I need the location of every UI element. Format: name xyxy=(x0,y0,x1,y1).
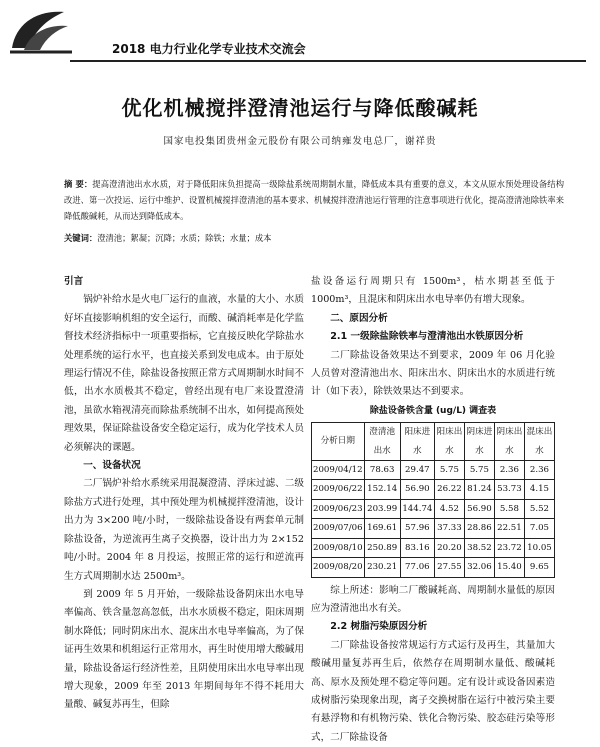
paragraph-equipment-1: 二厂锅炉补给水系统采用混凝澄清、浮床过滤、二级除盐方式进行处理，其中预处理为机械搅拌澄清池，设计出力为 3×200 吨/小时，一级除盐设备设有两套单元制除盐设备，为逆流再生离子交换器，设计出力为 2×152 吨/小时。2004 年 8 月投运，按照正常的运行和逆流再生方式周期制水达 2500m³。 xyxy=(64,478,304,582)
table-cell: 5.75 xyxy=(464,461,494,480)
table-cell: 78.63 xyxy=(364,461,400,480)
table-cell: 28.86 xyxy=(464,519,494,538)
table-cell: 15.40 xyxy=(494,558,524,577)
table-cell: 22.51 xyxy=(494,519,524,538)
table-cell: 2009/08/20 xyxy=(312,558,365,577)
table-cell: 7.05 xyxy=(524,519,554,538)
table-row xyxy=(312,499,555,518)
heading-cause-analysis: 二、原因分析 xyxy=(330,312,388,324)
table-caption: 除盐设备铁含量 (ug/L) 调查表 xyxy=(369,405,497,416)
table-cell: 2009/08/10 xyxy=(312,538,365,557)
header-rule xyxy=(70,60,586,62)
table-cell: 56.90 xyxy=(464,499,494,518)
table-cell: 23.72 xyxy=(494,538,524,557)
table-cell: 77.06 xyxy=(400,558,434,577)
paragraph-2-2: 二厂除盐设备按常规运行方式运行及再生，其量加大酸碱用量复苏再生后，依然存在周期制水量低、酸碱耗高、原水及预处理不稳定等问题。定有设计或设备因素造成树脂污染现象出现，离子交换树脂在运行中被污染主要有悬浮物和有机物污染、铁化合物污染、胶态硅污染等形式，二厂除盐设备 xyxy=(311,639,555,743)
table-cell: 169.61 xyxy=(364,519,400,538)
table-cell: 27.55 xyxy=(434,558,464,577)
keywords xyxy=(64,232,564,244)
paragraph-summary: 综上所述：影响二厂酸碱耗高、周期制水量低的原因应为澄清池出水有关。 xyxy=(311,584,555,614)
table-row xyxy=(312,461,555,480)
keywords-text: 澄清池；絮凝；沉降；水质；除铁；水量；成本 xyxy=(97,233,272,243)
table-cell: 38.52 xyxy=(464,538,494,557)
table-cell: 53.73 xyxy=(494,480,524,499)
table-header-cell: 阴床进水 xyxy=(464,423,494,461)
paragraph-continued: 盐设备运行周期只有 1500m³，枯水期甚至低于 1000m³，且混床和阴床出水电导率仍有增大现象。 xyxy=(311,276,555,306)
paragraph-intro: 锅炉补给水是火电厂运行的血液，水量的大小、水质好坏直接影响机组的安全运行，而酸、碱消耗率是化学监督技术经济指标中一项重要指标，它直接反映化学除盐水处理系统的运行水平，也直接关系到发电成本。由于原处理运行情况不佳，除盐设备按照正常方式周期制水时间不低，出水水质极其不稳定，曾经出现有电厂来设置澄清池，虽欲水箱视清亮而除盐系统制不出水，如何提高预处理效果，保证除盐设备安全稳定运行，成为化学技术人员必须解决的课题。 xyxy=(64,294,304,453)
heading-2-2: 2.2 树脂污染原因分析 xyxy=(330,621,428,633)
table-cell: 5.58 xyxy=(494,499,524,518)
table-header-cell: 阳床出水 xyxy=(434,423,464,461)
table-cell: 9.65 xyxy=(524,558,554,577)
table-cell: 10.05 xyxy=(524,538,554,557)
table-cell: 144.74 xyxy=(400,499,434,518)
abstract-label: 摘 要： xyxy=(64,179,93,189)
table-cell: 203.99 xyxy=(364,499,400,518)
table-cell: 20.20 xyxy=(434,538,464,557)
table-cell: 5.52 xyxy=(524,499,554,518)
table-cell: 2009/07/06 xyxy=(312,519,365,538)
table-cell: 37.33 xyxy=(434,519,464,538)
table-cell: 2009/06/23 xyxy=(312,499,365,518)
table-header-cell: 分析日期 xyxy=(312,423,365,461)
table-row xyxy=(312,558,555,577)
table-cell: 26.22 xyxy=(434,480,464,499)
table-row xyxy=(312,538,555,557)
keywords-label: 关键词： xyxy=(64,233,98,243)
heading-equipment-status: 一、设备状况 xyxy=(83,460,141,472)
abstract xyxy=(64,176,564,224)
table-cell: 56.90 xyxy=(400,480,434,499)
table-row xyxy=(312,480,555,499)
table-row xyxy=(312,519,555,538)
table-cell: 4.52 xyxy=(434,499,464,518)
heading-2-1: 2.1 一级除盐除铁率与澄清池出水铁原因分析 xyxy=(330,331,524,343)
paper-title: 优化机械搅拌澄清池运行与降低酸碱耗 xyxy=(121,96,479,120)
abstract-text: 提高澄清池出水水质，对于降低阳床负担提高一级除盐系统周期制水量，降低成本具有重要的意义，本文从原水预处理设备结构改进、第一次投运、运行中维护、设置机械搅拌澄清池的基本要求、机械搅拌澄清池运行管理的注意事项进行优化，提高澄清池除铁率来降低酸碱耗，从而达到降低成本。 xyxy=(64,179,564,221)
left-column xyxy=(64,273,304,715)
table-cell: 2.36 xyxy=(494,461,524,480)
table-cell: 83.16 xyxy=(400,538,434,557)
table-cell: 5.75 xyxy=(434,461,464,480)
iron-content-table xyxy=(311,422,555,577)
conference-logo-icon xyxy=(6,4,76,56)
table-header-cell: 澄清池出水 xyxy=(364,423,400,461)
table-cell: 81.24 xyxy=(464,480,494,499)
table-cell: 32.06 xyxy=(464,558,494,577)
table-cell: 230.21 xyxy=(364,558,400,577)
table-cell: 4.15 xyxy=(524,480,554,499)
table-cell: 250.89 xyxy=(364,538,400,557)
table-cell: 2009/06/22 xyxy=(312,480,365,499)
table-header-cell: 阳床进水 xyxy=(400,423,434,461)
author-affiliation: 国家电投集团贵州金元股份有限公司纳雍发电总厂，谢祥贵 xyxy=(163,136,437,147)
table-cell: 2009/04/12 xyxy=(312,461,365,480)
paragraph-equipment-2: 到 2009 年 5 月开始，一级除盐设备阴床出水电导率偏高、铁含量忽高忽低，出水水质极不稳定，阳床周期制水降低；同时阴床出水、混床出水电导率偏高，为了保证再生效果和机组运行正常用水，再生时使用增大酸碱用量，除盐设备运行经济性差，且阴使用床出水电导率出现增大现象，2009 年至 2013 年期间每年不得不耗用大量酸、碱复苏再生，但除 xyxy=(64,588,304,711)
paragraph-2-1: 二厂除盐设备效果达不到要求，2009 年 06 月化验人员曾对澄清池出水、阳床出水、阴床出水的水质进行统计（如下表），除铁效果达不到要求。 xyxy=(311,349,555,398)
heading-intro: 引言 xyxy=(64,276,84,287)
table-cell: 57.96 xyxy=(400,519,434,538)
table-header-row xyxy=(312,423,555,461)
table-header-cell: 阴床出水 xyxy=(494,423,524,461)
right-column xyxy=(311,273,555,747)
table-cell: 152.14 xyxy=(364,480,400,499)
conference-header: 2018 电力行业化学专业技术交流会 xyxy=(112,42,306,56)
table-cell: 29.47 xyxy=(400,461,434,480)
table-cell: 2.36 xyxy=(524,461,554,480)
table-header-cell: 混床出水 xyxy=(524,423,554,461)
